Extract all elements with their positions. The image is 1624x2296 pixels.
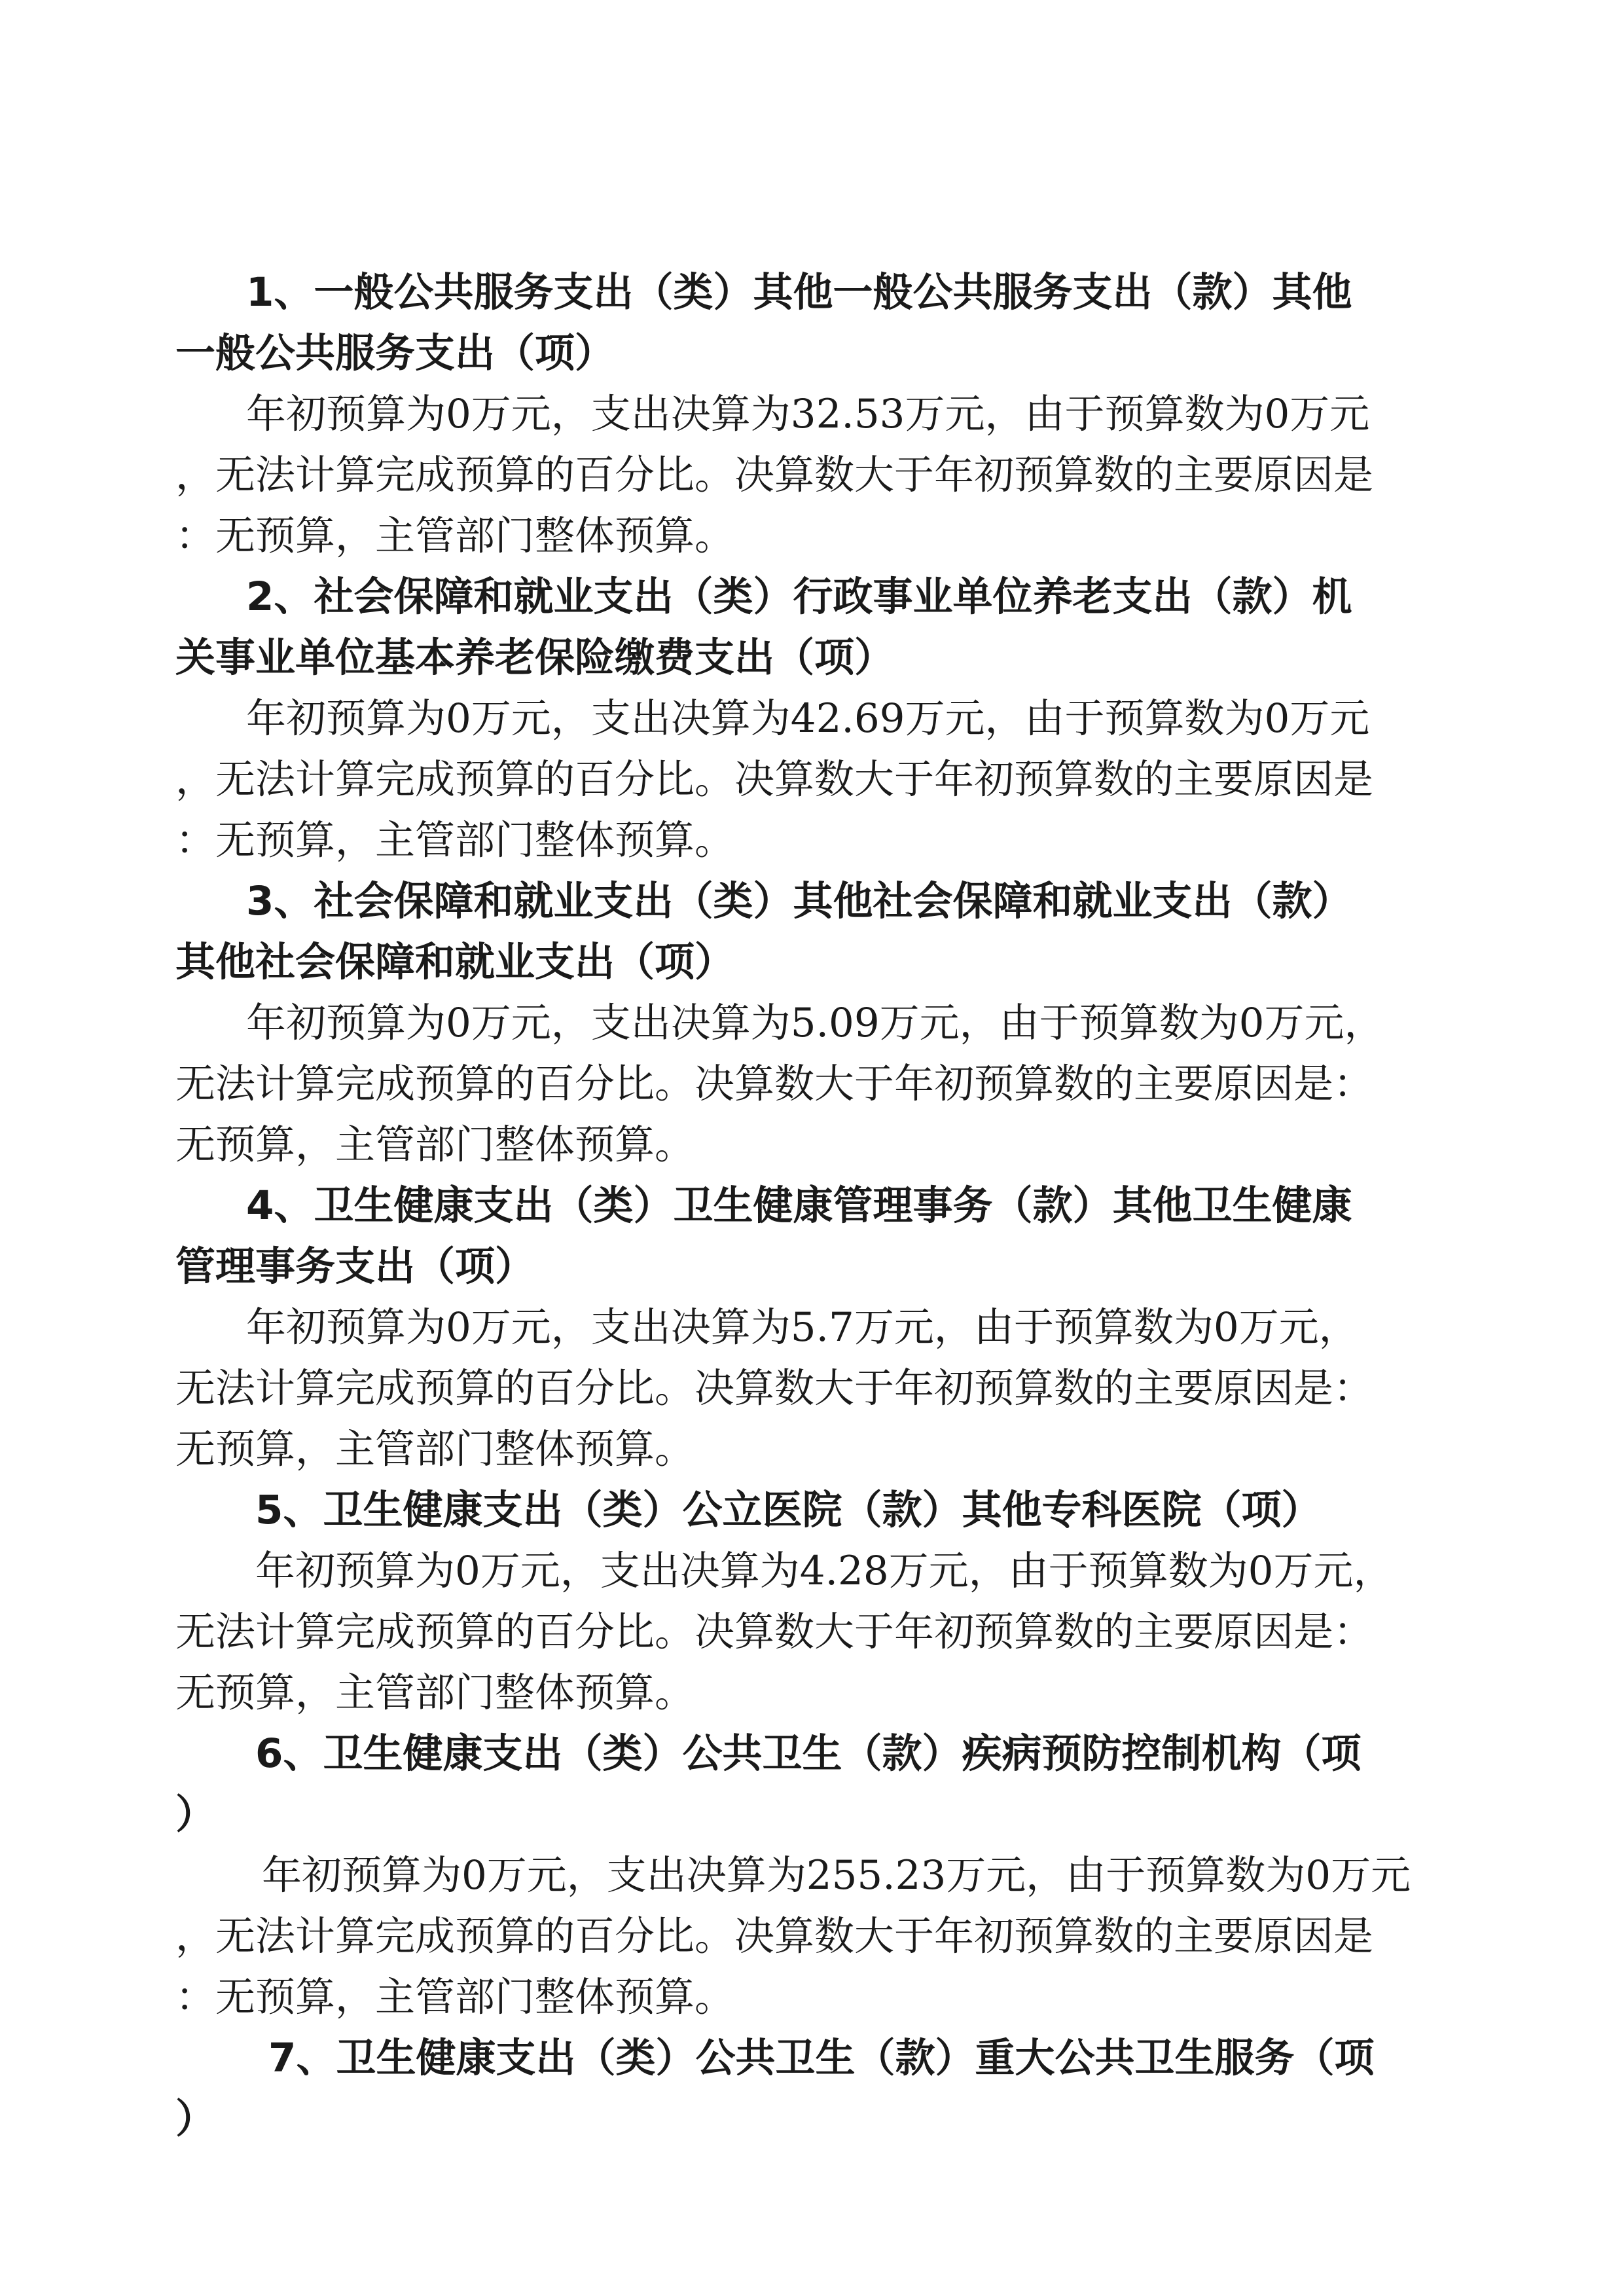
- item-heading-line: 一般公共服务支出（项）: [175, 330, 615, 376]
- item-heading-line: ）: [175, 1791, 216, 1838]
- item-body-line: 年初预算为0万元，支出决算为5.09万元，由于预算数为0万元，: [246, 1000, 1384, 1046]
- item-body-line: ：无预算，主管部门整体预算。: [175, 1974, 735, 2020]
- item-body-line: 年初预算为0万元，支出决算为255.23万元，由于预算数为0万元: [262, 1852, 1411, 1899]
- item-body-line: ，无法计算完成预算的百分比。决算数大于年初预算数的主要原因是: [175, 452, 1374, 498]
- item-heading-line: 4、卫生健康支出（类）卫生健康管理事务（款）其他卫生健康: [246, 1182, 1352, 1229]
- budget-item-6: [175, 1723, 1411, 2028]
- item-body-line: ，无法计算完成预算的百分比。决算数大于年初预算数的主要原因是: [175, 756, 1374, 803]
- item-body-line: 无预算，主管部门整体预算。: [175, 1669, 695, 1716]
- item-heading-line: 7、卫生健康支出（类）公共卫生（款）重大公共卫生服务（项: [268, 2035, 1375, 2081]
- item-heading-line: 管理事务支出（项）: [175, 1243, 535, 1290]
- item-body-line: 年初预算为0万元，支出决算为42.69万元，由于预算数为0万元: [246, 695, 1370, 742]
- item-heading-line: 其他社会保障和就业支出（项）: [175, 939, 735, 985]
- item-heading-line: ）: [175, 2096, 216, 2142]
- item-body-line: 年初预算为0万元，支出决算为32.53万元，由于预算数为0万元: [246, 391, 1370, 437]
- budget-item-4: [175, 1175, 1374, 1480]
- budget-item-5: [175, 1480, 1394, 1723]
- document-content: [175, 262, 1411, 2149]
- item-heading-line: 2、社会保障和就业支出（类）行政事业单位养老支出（款）机: [246, 574, 1352, 620]
- item-body-line: 年初预算为0万元，支出决算为5.7万元，由于预算数为0万元，: [246, 1304, 1359, 1351]
- budget-item-1: [175, 262, 1374, 566]
- item-body-line: 无法计算完成预算的百分比。决算数大于年初预算数的主要原因是：: [175, 1061, 1374, 1107]
- item-heading-line: 1、一般公共服务支出（类）其他一般公共服务支出（款）其他: [246, 269, 1352, 316]
- budget-item-3: [175, 871, 1384, 1175]
- budget-item-2: [175, 566, 1374, 871]
- budget-item-7: [175, 2028, 1375, 2149]
- item-body-line: 无预算，主管部门整体预算。: [175, 1426, 695, 1472]
- item-heading-line: 5、卫生健康支出（类）公立医院（款）其他专科医院（项）: [255, 1487, 1322, 1533]
- item-body-line: 无法计算完成预算的百分比。决算数大于年初预算数的主要原因是：: [175, 1365, 1374, 1412]
- item-heading-line: 6、卫生健康支出（类）公共卫生（款）疾病预防控制机构（项: [255, 1730, 1362, 1777]
- item-heading-line: 关事业单位基本养老保险缴费支出（项）: [175, 634, 895, 681]
- item-body-line: ：无预算，主管部门整体预算。: [175, 817, 735, 864]
- item-body-line: 年初预算为0万元，支出决算为4.28万元，由于预算数为0万元，: [255, 1548, 1394, 1594]
- item-body-line: ：无预算，主管部门整体预算。: [175, 513, 735, 559]
- item-body-line: 无法计算完成预算的百分比。决算数大于年初预算数的主要原因是：: [175, 1609, 1374, 1655]
- item-body-line: 无预算，主管部门整体预算。: [175, 1121, 695, 1168]
- item-heading-line: 3、社会保障和就业支出（类）其他社会保障和就业支出（款）: [246, 878, 1352, 924]
- item-body-line: ，无法计算完成预算的百分比。决算数大于年初预算数的主要原因是: [175, 1913, 1374, 1959]
